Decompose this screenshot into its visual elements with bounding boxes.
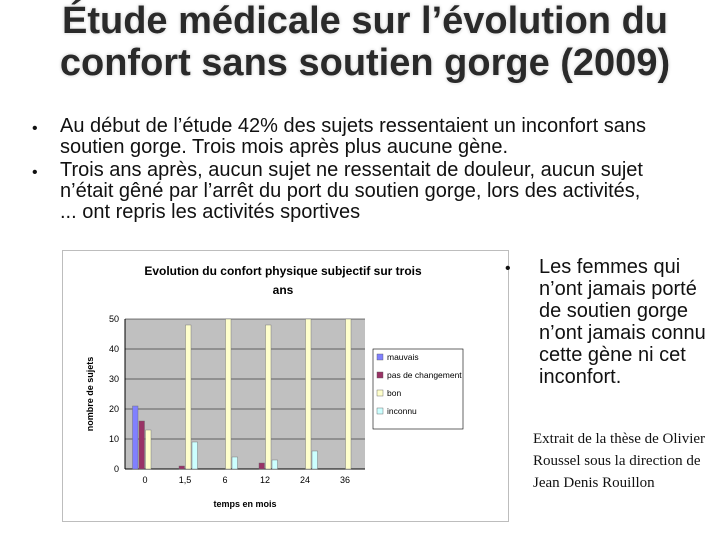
bullet-list [0,116,720,223]
bar-bon [266,325,272,469]
bullet-marker: • [32,164,38,181]
bar-inconnu [272,460,278,469]
bullet-text-1: Au début de l’étude 42% des sujets ressentaient un inconfort sans soutien gorge. Trois mois après plus aucune gène. [60,115,646,158]
y-tick-label: 20 [108,404,119,414]
bullet-item-2 [0,160,660,223]
y-axis-label: nombre de sujets [85,356,95,432]
bullet-marker: • [505,260,511,277]
bar-bon [306,319,312,469]
bar-bon [146,430,152,469]
bullet-text-2: Trois ans après, aucun sujet ne ressentait de douleur, aucun sujet n’était gêné par l’arrêt du port du soutien gorge, lors des activités, ... ont repris les activités sportives [60,159,643,223]
bar-bon [346,319,352,469]
bullet-marker: • [32,120,38,137]
x-tick-label: 1,5 [178,475,192,485]
legend-label: pas de changement [387,370,462,380]
legend-swatch [377,372,383,378]
bar-bon [186,325,192,469]
bar-chart [63,251,508,521]
legend-swatch [377,408,383,414]
plot-area [125,319,365,469]
legend-label: inconnu [387,406,417,416]
bar-pas-de-changement [259,463,265,469]
legend-label: bon [387,388,402,398]
bar-mauvais [133,406,139,469]
x-tick-label: 0 [142,475,148,485]
bar-inconnu [312,451,318,469]
legend-swatch [377,354,383,360]
y-tick-label: 0 [113,464,119,474]
chart-title: ans [272,283,294,297]
legend-label: mauvais [387,352,419,362]
chart-image [62,250,509,522]
chart-title: Evolution du confort physique subjectif sur trois [144,264,422,278]
bar-pas-de-changement [179,466,185,469]
y-tick-label: 50 [108,314,119,324]
bullet-item-1 [0,116,660,158]
side-bullet-text: Les femmes qui n’ont jamais porté de soutien gorge n’ont jamais connu cette gène ni cet inconfort. [539,256,706,388]
y-tick-label: 40 [108,344,119,354]
x-tick-label: 6 [222,475,228,485]
source-credit: Extrait de la thèse de Olivier Roussel sous la direction de Jean Denis Rouillon [533,431,706,491]
bar-bon [226,319,232,469]
bar-inconnu [232,457,238,469]
y-tick-label: 30 [108,374,119,384]
bar-pas-de-changement [139,421,145,469]
x-tick-label: 12 [259,475,271,485]
x-tick-label: 36 [339,475,351,485]
x-tick-label: 24 [299,475,311,485]
y-tick-label: 10 [108,434,119,444]
bar-inconnu [192,442,198,469]
legend-swatch [377,390,383,396]
x-axis-label: temps en mois [213,499,277,509]
slide-title: Étude médicale sur l’évolution du confort sans soutien gorge (2009) [59,0,671,84]
side-bullet [505,256,717,388]
